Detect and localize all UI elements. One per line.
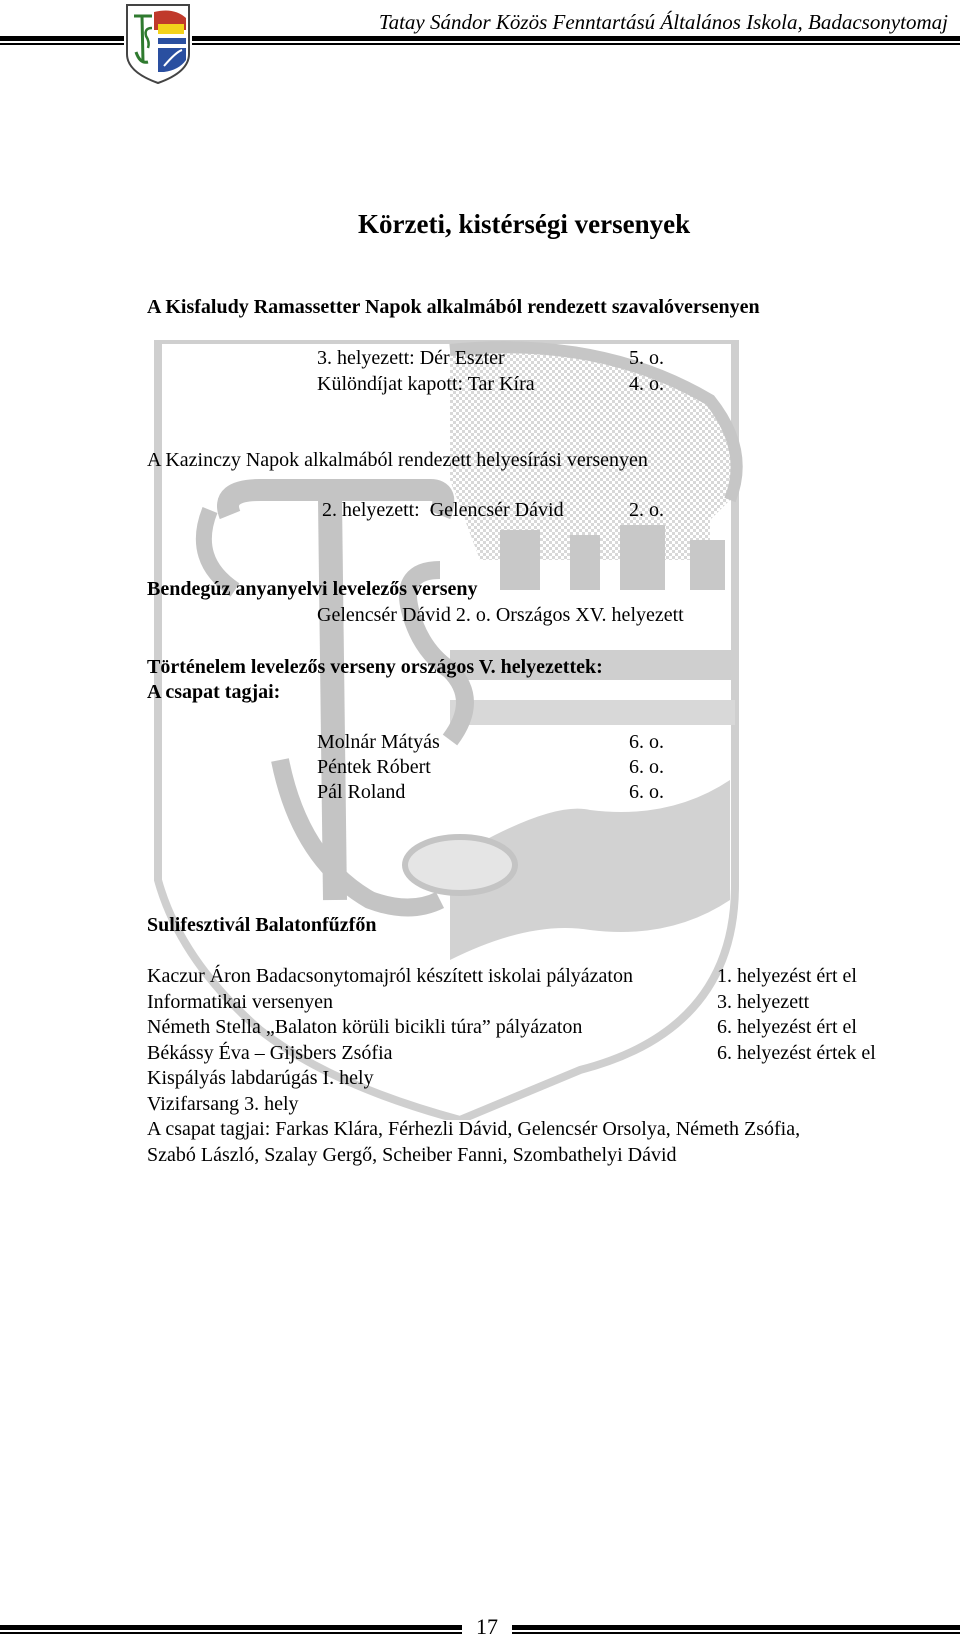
result-line: Kispályás labdarúgás I. hely <box>147 1067 374 1089</box>
result-placement: 6. helyezést ért el <box>717 1016 857 1038</box>
page-number: 17 <box>462 1614 512 1640</box>
team-member-name: Péntek Róbert <box>317 756 431 778</box>
result-placement: 1. helyezést ért el <box>717 965 857 987</box>
section-heading-kazinczy: A Kazinczy Napok alkalmából rendezett helyesírási versenyen <box>147 449 648 471</box>
team-member-grade: 6. o. <box>629 781 664 803</box>
section-subheading-team: A csapat tagjai: <box>147 681 281 703</box>
result-name: 2. helyezett: Gelencsér Dávid <box>322 499 564 521</box>
result-name: Különdíjat kapott: Tar Kíra <box>317 373 535 395</box>
result-placement: 3. helyezett <box>717 991 810 1013</box>
team-members-line: Szabó László, Szalay Gergő, Scheiber Fanni, Szombathelyi Dávid <box>147 1144 677 1166</box>
page-title: Körzeti, kistérségi versenyek <box>358 209 691 239</box>
result-name: 3. helyezett: Dér Eszter <box>317 347 505 369</box>
result-description: Németh Stella „Balaton körüli bicikli túra” pályázaton <box>147 1016 583 1038</box>
result-description: Informatikai versenyen <box>147 991 334 1013</box>
section-heading-kisfaludy: A Kisfaludy Ramassetter Napok alkalmából rendezett szavalóversenyen <box>147 296 760 318</box>
result-description: Békássy Éva – Gijsbers Zsófia <box>147 1042 393 1064</box>
header-school-name: Tatay Sándor Közös Fenntartású Általános Iskola, Badacsonytomaj <box>371 10 948 35</box>
section-heading-bendeguz: Bendegúz anyanyelvi levelezős verseny <box>147 578 478 600</box>
section-heading-sulifesztival: Sulifesztivál Balatonfűzfőn <box>147 914 377 936</box>
team-members-line: A csapat tagjai: Farkas Klára, Férhezli Dávid, Gelencsér Orsolya, Németh Zsófia, <box>147 1118 801 1140</box>
team-member-name: Molnár Mátyás <box>317 731 440 753</box>
result-line: Gelencsér Dávid 2. o. Országos XV. helyezett <box>317 604 684 626</box>
school-logo <box>124 2 192 86</box>
result-grade: 4. o. <box>629 373 664 395</box>
team-member-grade: 6. o. <box>629 731 664 753</box>
result-grade: 5. o. <box>629 347 664 369</box>
team-member-grade: 6. o. <box>629 756 664 778</box>
result-line: Vizifarsang 3. hely <box>147 1093 299 1115</box>
result-placement: 6. helyezést értek el <box>717 1042 876 1064</box>
result-grade: 2. o. <box>629 499 664 521</box>
team-member-name: Pál Roland <box>317 781 406 803</box>
section-heading-tortenelem: Történelem levelezős verseny országos V. helyezettek: <box>147 656 603 678</box>
result-description: Kaczur Áron Badacsonytomajról készített iskolai pályázaton <box>147 965 633 987</box>
